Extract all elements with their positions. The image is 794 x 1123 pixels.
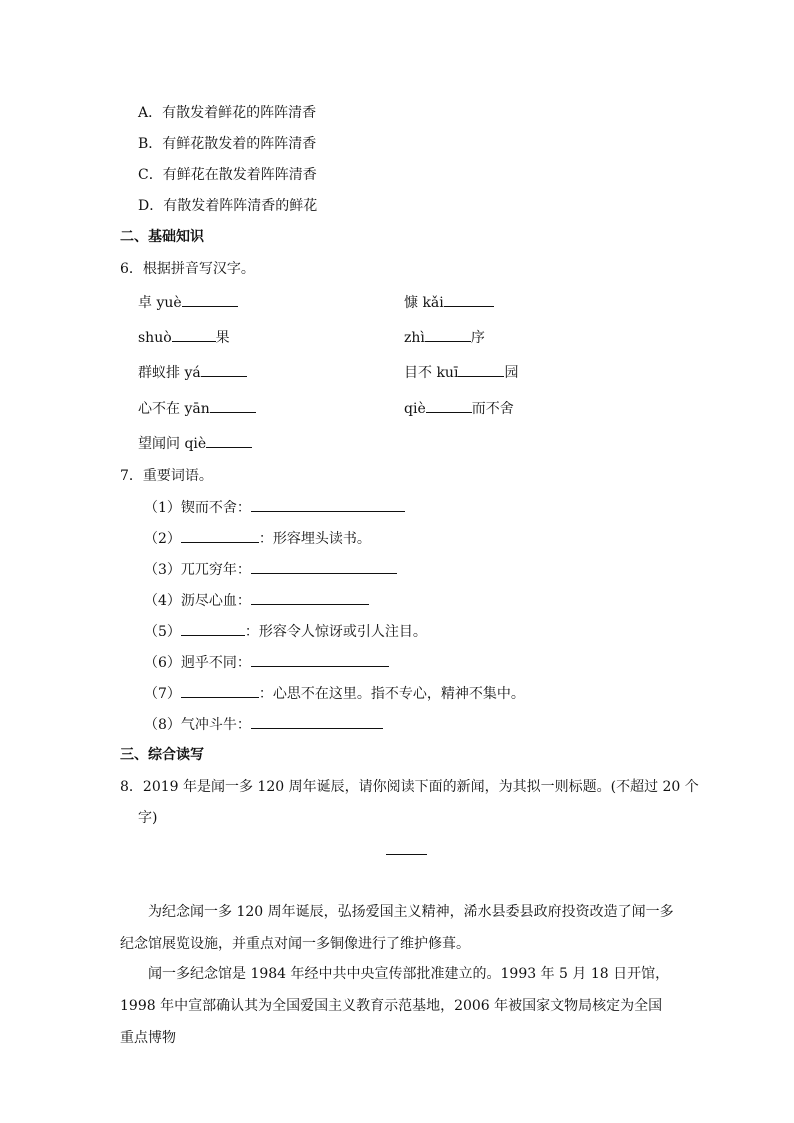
section-heading-integrated-reading-writing: 三、综合读写	[120, 747, 204, 763]
pinyin-item: shuò 果	[138, 327, 230, 348]
title-answer-blank[interactable]	[386, 848, 427, 855]
answer-blank[interactable]	[201, 362, 247, 377]
pinyin-item	[138, 292, 238, 313]
news-paragraph-1: 为纪念闻一多 120 周年诞辰，弘扬爱国主义精神，浠水县委县政府投资改造了闻一多纪念馆展览设施，并重点对闻一多铜像进行了维护修葺。	[120, 904, 674, 952]
pinyin-item	[404, 292, 494, 313]
option-b: B．有鲜花散发着的阵阵清香	[138, 136, 317, 152]
pinyin-prompt: 心不在 yān	[138, 401, 210, 417]
answer-blank[interactable]	[210, 398, 256, 413]
question-8-line-2: 字)	[138, 810, 158, 826]
answer-blank[interactable]	[182, 292, 238, 307]
answer-blank[interactable]	[251, 497, 405, 512]
answer-blank[interactable]	[172, 327, 216, 342]
pinyin-prompt: qiè	[404, 401, 426, 417]
answer-blank[interactable]	[425, 327, 471, 342]
answer-blank[interactable]	[251, 590, 369, 605]
vocab-item: （2） ：形容埋头读书。	[144, 528, 371, 549]
question-8-line-1: 8．2019 年是闻一多 120 周年诞辰，请你阅读下面的新闻，为其拟一则标题。(不超过 20 个	[120, 779, 699, 795]
question-7-title: 7．重要词语。	[120, 468, 213, 484]
pinyin-prompt: 望闻问 qiè	[138, 436, 207, 452]
vocab-item: （8）气冲斗牛：	[144, 714, 383, 735]
answer-blank[interactable]	[426, 398, 472, 413]
answer-blank[interactable]	[444, 292, 494, 307]
pinyin-prompt: zhì	[404, 330, 425, 346]
pinyin-prompt: 目不 kuī	[404, 365, 459, 381]
section-heading-basic-knowledge: 二、基础知识	[120, 229, 204, 245]
answer-blank[interactable]	[206, 433, 252, 448]
answer-blank[interactable]	[181, 621, 245, 636]
question-6-title: 6．根据拼音写汉字。	[120, 261, 255, 277]
pinyin-item: 目不 kuī 园	[404, 362, 518, 383]
answer-blank[interactable]	[458, 362, 504, 377]
answer-blank[interactable]	[181, 528, 259, 543]
pinyin-prompt: 群蚁排 yá	[138, 365, 201, 381]
vocab-item: （7） ：心思不在这里。指不专心，精神不集中。	[144, 683, 525, 704]
option-d: D．有散发着阵阵清香的鲜花	[138, 198, 318, 214]
vocab-item: （5） ：形容令人惊讶或引人注目。	[144, 621, 427, 642]
pinyin-item: zhì 序	[404, 327, 485, 348]
pinyin-item	[138, 398, 256, 419]
news-paragraph-2: 闻一多纪念馆是 1984 年经中共中央宣传部批准建立的。1993 年 5 月 18 日开馆，1998 年中宣部确认其为全国爱国主义教育示范基地，2006 年被国家文物局核定为全国重点博物	[120, 966, 670, 1046]
vocab-item: （4）沥尽心血：	[144, 590, 369, 611]
pinyin-prompt: 慷 kǎi	[404, 295, 444, 311]
pinyin-item: qiè 而不舍	[404, 398, 514, 419]
vocab-item: （1）锲而不舍：	[144, 497, 405, 518]
vocab-item: （3）兀兀穷年：	[144, 559, 397, 580]
pinyin-item	[138, 433, 252, 454]
answer-blank[interactable]	[181, 683, 259, 698]
answer-blank[interactable]	[251, 559, 397, 574]
answer-blank[interactable]	[251, 652, 389, 667]
pinyin-prompt: shuò	[138, 330, 172, 346]
option-a: A．有散发着鲜花的阵阵清香	[138, 105, 317, 121]
pinyin-item	[138, 362, 247, 383]
answer-blank[interactable]	[251, 714, 383, 729]
pinyin-prompt: 卓 yuè	[138, 295, 182, 311]
vocab-item: （6）迥乎不同：	[144, 652, 389, 673]
option-c: C．有鲜花在散发着阵阵清香	[138, 167, 317, 183]
